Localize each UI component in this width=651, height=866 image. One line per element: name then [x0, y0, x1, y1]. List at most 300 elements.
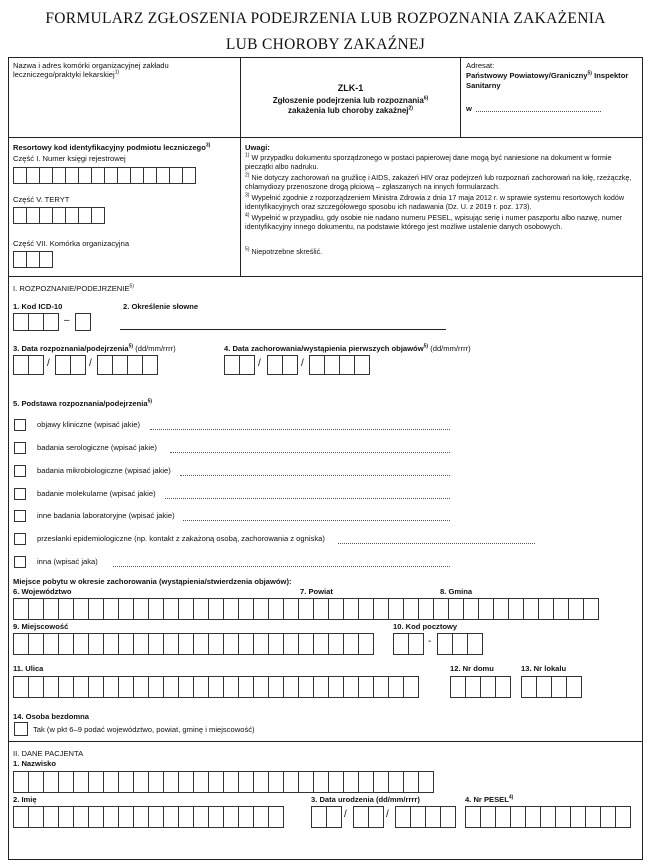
diagnosis-date-year[interactable] [97, 355, 157, 375]
char-box[interactable] [408, 633, 424, 655]
char-box[interactable] [583, 598, 599, 620]
char-box[interactable] [223, 676, 239, 698]
icd10-dash: – [64, 315, 70, 326]
char-box[interactable] [313, 676, 329, 698]
onset-date-day[interactable] [224, 355, 254, 375]
char-box[interactable] [163, 806, 179, 828]
char-box[interactable] [148, 598, 164, 620]
char-box[interactable] [358, 771, 374, 793]
registry-number-boxes[interactable] [13, 167, 195, 184]
char-box[interactable] [268, 598, 284, 620]
char-box[interactable] [283, 633, 299, 655]
char-box[interactable] [163, 633, 179, 655]
codes-part7-label: Część VII. Komórka organizacyjna [13, 239, 130, 248]
notes-heading: Uwagi: [245, 143, 270, 152]
char-box[interactable] [282, 355, 298, 375]
char-box[interactable] [311, 806, 327, 828]
char-box[interactable] [193, 598, 209, 620]
char-box[interactable] [118, 598, 134, 620]
char-box[interactable] [615, 806, 631, 828]
char-box[interactable] [88, 633, 104, 655]
divider [460, 57, 461, 137]
basis-option-label: inna (wpisać jaka) [37, 557, 98, 566]
char-box[interactable] [253, 598, 269, 620]
char-box[interactable] [268, 633, 284, 655]
char-box[interactable] [324, 355, 340, 375]
char-box[interactable] [65, 207, 79, 224]
char-box[interactable] [373, 598, 389, 620]
locality-label: 9. Miejscowość [13, 622, 69, 631]
voivodeship-boxes[interactable] [13, 598, 598, 620]
char-box[interactable] [283, 771, 299, 793]
char-box[interactable] [58, 633, 74, 655]
char-box[interactable] [450, 676, 466, 698]
char-box[interactable] [73, 806, 89, 828]
form-name-2: zakażenia lub choroby zakaźnej$^{2)}$ [288, 105, 413, 115]
char-box[interactable] [130, 167, 144, 184]
char-box[interactable] [39, 207, 53, 224]
char-box[interactable] [566, 676, 582, 698]
char-box[interactable] [88, 806, 104, 828]
divider [240, 137, 241, 276]
char-box[interactable] [253, 771, 269, 793]
house-number-label: 12. Nr domu [450, 664, 494, 673]
char-box[interactable] [118, 676, 134, 698]
char-box[interactable] [163, 771, 179, 793]
char-box[interactable] [358, 676, 374, 698]
char-box[interactable] [28, 598, 44, 620]
char-box[interactable] [388, 598, 404, 620]
char-box[interactable] [510, 806, 526, 828]
char-box[interactable] [193, 633, 209, 655]
char-box[interactable] [28, 633, 44, 655]
char-box[interactable] [118, 633, 134, 655]
commune-label: 8. Gmina [440, 587, 473, 596]
char-box[interactable] [103, 806, 119, 828]
icd10-letter-boxes[interactable] [13, 313, 58, 331]
char-box[interactable] [239, 355, 255, 375]
char-box[interactable] [208, 633, 224, 655]
char-box[interactable] [267, 355, 283, 375]
char-box[interactable] [525, 806, 541, 828]
char-box[interactable] [43, 771, 59, 793]
char-box[interactable] [58, 676, 74, 698]
char-box[interactable] [339, 355, 355, 375]
char-box[interactable] [238, 676, 254, 698]
basis-option-label: objawy kliniczne (wpisać jakie) [37, 420, 140, 429]
char-box[interactable] [178, 806, 194, 828]
diagnosis-date-month[interactable] [55, 355, 85, 375]
char-box[interactable] [551, 676, 567, 698]
char-box[interactable] [478, 598, 494, 620]
char-box[interactable] [28, 676, 44, 698]
basis-clinical-checkbox[interactable] [14, 419, 26, 431]
char-box[interactable] [13, 633, 29, 655]
char-box[interactable] [480, 676, 496, 698]
char-box[interactable] [568, 598, 584, 620]
postal-separator: - [428, 636, 432, 647]
date-separator: / [258, 358, 261, 369]
char-box[interactable] [448, 598, 464, 620]
char-box[interactable] [26, 207, 40, 224]
char-box[interactable] [118, 806, 134, 828]
date-separator: / [344, 809, 347, 820]
onset-date-label: 4. Data zachorowania/wystąpienia pierwszych objawów$^{5)}$ (dd/mm/rrrr) [224, 343, 471, 353]
basis-epidemiology-checkbox[interactable] [14, 533, 26, 545]
char-box[interactable] [600, 806, 616, 828]
note-3: $^{3)}$ Wypełnić zgodnie z rozporządzeniem Ministra Zdrowia z dnia 17 maja 2012 r. w sprawie systemu resortowych kodów identyfikacyjnych oraz szczegółowego sposobu ich nadawania (Dz. U. z 2019 r. poz. 173). [245, 192, 625, 211]
char-box[interactable] [353, 806, 369, 828]
char-box[interactable] [163, 676, 179, 698]
char-box[interactable] [358, 598, 374, 620]
char-box[interactable] [127, 355, 143, 375]
char-box[interactable] [493, 598, 509, 620]
char-box[interactable] [43, 633, 59, 655]
char-box[interactable] [418, 771, 434, 793]
char-box[interactable] [326, 806, 342, 828]
char-box[interactable] [39, 251, 53, 268]
char-box[interactable] [437, 633, 453, 655]
char-box[interactable] [313, 633, 329, 655]
char-box[interactable] [208, 676, 224, 698]
char-box[interactable] [13, 598, 29, 620]
char-box[interactable] [97, 355, 113, 375]
char-box[interactable] [52, 167, 66, 184]
homeless-checkbox[interactable] [14, 722, 28, 736]
char-box[interactable] [403, 676, 419, 698]
char-box[interactable] [298, 598, 314, 620]
basis-microbiology-checkbox[interactable] [14, 465, 26, 477]
char-box[interactable] [103, 676, 119, 698]
char-box[interactable] [13, 355, 29, 375]
char-box[interactable] [343, 598, 359, 620]
char-box[interactable] [283, 598, 299, 620]
char-box[interactable] [555, 806, 571, 828]
locality-boxes[interactable] [13, 633, 373, 655]
char-box[interactable] [178, 598, 194, 620]
char-box[interactable] [508, 598, 524, 620]
onset-date-year[interactable] [309, 355, 369, 375]
char-box[interactable] [223, 598, 239, 620]
char-box[interactable] [388, 676, 404, 698]
char-box[interactable] [73, 633, 89, 655]
char-box[interactable] [253, 806, 269, 828]
basis-molecular-checkbox[interactable] [14, 488, 26, 500]
char-box[interactable] [585, 806, 601, 828]
char-box[interactable] [133, 806, 149, 828]
char-box[interactable] [298, 771, 314, 793]
basis-clinical-field[interactable] [150, 429, 450, 430]
org-label-2: leczniczego/praktyki lekarskiej$^{1)}$ [13, 69, 120, 79]
char-box[interactable] [570, 806, 586, 828]
char-box[interactable] [78, 167, 92, 184]
char-box[interactable] [43, 313, 59, 331]
char-box[interactable] [88, 676, 104, 698]
char-box[interactable] [283, 676, 299, 698]
char-box[interactable] [410, 806, 426, 828]
char-box[interactable] [193, 676, 209, 698]
char-box[interactable] [112, 355, 128, 375]
birth-date-day[interactable] [311, 806, 341, 828]
char-box[interactable] [142, 355, 158, 375]
char-box[interactable] [39, 167, 53, 184]
char-box[interactable] [403, 771, 419, 793]
char-box[interactable] [78, 207, 92, 224]
char-box[interactable] [223, 771, 239, 793]
w-label: w [466, 104, 472, 113]
char-box[interactable] [88, 598, 104, 620]
char-box[interactable] [103, 771, 119, 793]
date-separator: / [89, 358, 92, 369]
teryt-boxes[interactable] [13, 207, 104, 224]
basis-option-label: badanie molekularne (wpisać jakie) [37, 489, 156, 498]
char-box[interactable] [148, 633, 164, 655]
char-box[interactable] [521, 676, 537, 698]
char-box[interactable] [55, 355, 71, 375]
char-box[interactable] [223, 806, 239, 828]
char-box[interactable] [133, 771, 149, 793]
form-code: ZLK-1 [337, 83, 364, 93]
basis-molecular-field[interactable] [165, 498, 450, 499]
basis-other-checkbox[interactable] [14, 556, 26, 568]
char-box[interactable] [65, 167, 79, 184]
char-box[interactable] [433, 598, 449, 620]
pesel-label: 4. Nr PESEL$^{4)}$ [465, 794, 514, 804]
char-box[interactable] [43, 598, 59, 620]
char-box[interactable] [13, 676, 29, 698]
char-box[interactable] [13, 207, 27, 224]
char-box[interactable] [193, 771, 209, 793]
char-box[interactable] [73, 598, 89, 620]
apartment-number-label: 13. Nr lokalu [521, 664, 567, 673]
icd10-digit-box[interactable] [75, 313, 90, 331]
pesel-boxes[interactable] [465, 806, 630, 828]
section2-heading: II. DANE PACJENTA [13, 749, 84, 758]
street-label: 11. Ulica [13, 664, 44, 673]
char-box[interactable] [465, 676, 481, 698]
basis-option-label: przesłanki epidemiologiczne (np. kontakt z zakażoną osobą, zachorowania z ogniska) [37, 534, 325, 543]
char-box[interactable] [104, 167, 118, 184]
char-box[interactable] [178, 771, 194, 793]
char-box[interactable] [208, 598, 224, 620]
char-box[interactable] [182, 167, 196, 184]
char-box[interactable] [480, 806, 496, 828]
char-box[interactable] [328, 771, 344, 793]
char-box[interactable] [13, 313, 29, 331]
first-name-boxes[interactable] [13, 806, 283, 828]
char-box[interactable] [463, 598, 479, 620]
char-box[interactable] [373, 676, 389, 698]
org-label-1: Nazwa i adres komórki organizacyjnej zakładu [13, 61, 169, 70]
char-box[interactable] [238, 771, 254, 793]
inspector-location-field[interactable] [476, 111, 601, 112]
apartment-number-boxes[interactable] [521, 676, 581, 698]
basis-label: 5. Podstawa rozpoznania/podejrzenia$^{5)}$ [13, 398, 153, 408]
char-box[interactable] [465, 806, 481, 828]
char-box[interactable] [452, 633, 468, 655]
basis-option-label: inne badania laboratoryjne (wpisać jakie) [37, 511, 175, 520]
char-box[interactable] [298, 633, 314, 655]
char-box[interactable] [103, 633, 119, 655]
surname-boxes[interactable] [13, 771, 433, 793]
postal-code-suffix[interactable] [437, 633, 482, 655]
house-number-boxes[interactable] [450, 676, 510, 698]
char-box[interactable] [343, 633, 359, 655]
char-box[interactable] [328, 633, 344, 655]
date-separator: / [301, 358, 304, 369]
char-box[interactable] [538, 598, 554, 620]
char-box[interactable] [393, 633, 409, 655]
char-box[interactable] [26, 251, 40, 268]
codes-part5-label: Część V. TERYT [13, 195, 70, 204]
divider [8, 137, 643, 138]
onset-date-month[interactable] [267, 355, 297, 375]
char-box[interactable] [298, 676, 314, 698]
char-box[interactable] [73, 771, 89, 793]
char-box[interactable] [395, 806, 411, 828]
char-box[interactable] [224, 355, 240, 375]
char-box[interactable] [313, 598, 329, 620]
char-box[interactable] [178, 676, 194, 698]
postal-code-prefix[interactable] [393, 633, 423, 655]
char-box[interactable] [467, 633, 483, 655]
note-2: $^{2)}$ Nie dotyczy zachorowań na gruźlicę i AIDS, zakażeń HIV oraz podejrzeń lub rozpoznań zachorowań na kiłę, rzeżączkę, chlamydiozy przenoszone drogą płciową – zgłaszanych na innych formularzach. [245, 172, 632, 191]
char-box[interactable] [238, 598, 254, 620]
char-box[interactable] [52, 207, 66, 224]
char-box[interactable] [253, 633, 269, 655]
form-name-1: Zgłoszenie podejrzenia lub rozpoznania$^{6)}$ [272, 95, 429, 105]
char-box[interactable] [13, 251, 27, 268]
char-box[interactable] [343, 676, 359, 698]
char-box[interactable] [148, 676, 164, 698]
char-box[interactable] [88, 771, 104, 793]
char-box[interactable] [148, 771, 164, 793]
char-box[interactable] [268, 806, 284, 828]
char-box[interactable] [328, 676, 344, 698]
char-box[interactable] [28, 771, 44, 793]
char-box[interactable] [495, 676, 511, 698]
divider [8, 741, 643, 742]
char-box[interactable] [118, 771, 134, 793]
divider [8, 276, 643, 277]
char-box[interactable] [373, 771, 389, 793]
char-box[interactable] [148, 806, 164, 828]
char-box[interactable] [178, 633, 194, 655]
char-box[interactable] [368, 806, 384, 828]
char-box[interactable] [163, 598, 179, 620]
char-box[interactable] [193, 806, 209, 828]
note-4: $^{4)}$ Wypełnić w przypadku, gdy osobie nie nadano numeru PESEL, wpisując serię i numer paszportu albo nazwę, numer identyfikacyjny innego dokumentu, na podstawie którego jest możliwe ustalenie danych osobowych. [245, 212, 623, 231]
birth-date-year[interactable] [395, 806, 455, 828]
char-box[interactable] [268, 676, 284, 698]
basis-microbiology-field[interactable] [180, 475, 450, 476]
char-box[interactable] [403, 598, 419, 620]
char-box[interactable] [143, 167, 157, 184]
char-box[interactable] [223, 633, 239, 655]
street-boxes[interactable] [13, 676, 418, 698]
char-box[interactable] [13, 167, 27, 184]
char-box[interactable] [208, 771, 224, 793]
birth-date-label: 3. Data urodzenia (dd/mm/rrrr) [311, 795, 420, 804]
char-box[interactable] [358, 633, 374, 655]
basis-other-field[interactable] [113, 566, 450, 567]
char-box[interactable] [133, 633, 149, 655]
char-box[interactable] [58, 806, 74, 828]
char-box[interactable] [58, 598, 74, 620]
first-name-label: 2. Imię [13, 795, 37, 804]
char-box[interactable] [238, 633, 254, 655]
basis-serology-checkbox[interactable] [14, 442, 26, 454]
codes-part1-label: Część I. Numer księgi rejestrowej [13, 154, 126, 163]
char-box[interactable] [309, 355, 325, 375]
diagnosis-date-day[interactable] [13, 355, 43, 375]
char-box[interactable] [536, 676, 552, 698]
birth-date-month[interactable] [353, 806, 383, 828]
org-unit-boxes[interactable] [13, 251, 52, 268]
char-box[interactable] [43, 676, 59, 698]
basis-lab-checkbox[interactable] [14, 510, 26, 522]
char-box[interactable] [328, 598, 344, 620]
char-box[interactable] [169, 167, 183, 184]
char-box[interactable] [268, 771, 284, 793]
char-box[interactable] [103, 598, 119, 620]
basis-serology-field[interactable] [170, 452, 450, 453]
char-box[interactable] [313, 771, 329, 793]
char-box[interactable] [58, 771, 74, 793]
char-box[interactable] [133, 676, 149, 698]
char-box[interactable] [495, 806, 511, 828]
basis-epidemiology-field[interactable] [338, 543, 535, 544]
note-5: $^{5)}$ Niepotrzebne skreślić. [245, 246, 323, 256]
char-box[interactable] [156, 167, 170, 184]
char-box[interactable] [75, 313, 91, 331]
diagnosis-date-label: 3. Data rozpoznania/podejrzenia$^{5)}$ (dd/mm/rrrr) [13, 343, 176, 353]
char-box[interactable] [208, 806, 224, 828]
char-box[interactable] [418, 598, 434, 620]
char-box[interactable] [343, 771, 359, 793]
char-box[interactable] [73, 676, 89, 698]
char-box[interactable] [28, 355, 44, 375]
basis-lab-field[interactable] [183, 520, 450, 521]
char-box[interactable] [13, 771, 29, 793]
char-box[interactable] [133, 598, 149, 620]
char-box[interactable] [91, 207, 105, 224]
char-box[interactable] [28, 313, 44, 331]
county-label: 7. Powiat [300, 587, 333, 596]
basis-option-label: badania serologiczne (wpisać jakie) [37, 443, 157, 452]
char-box[interactable] [354, 355, 370, 375]
char-box[interactable] [26, 167, 40, 184]
char-box[interactable] [388, 771, 404, 793]
char-box[interactable] [117, 167, 131, 184]
form-title-line2: LUB CHOROBY ZAKAŹNEJ [225, 36, 426, 53]
char-box[interactable] [13, 806, 29, 828]
verbal-field[interactable] [120, 329, 446, 330]
char-box[interactable] [425, 806, 441, 828]
char-box[interactable] [43, 806, 59, 828]
basis-option-label: badania mikrobiologiczne (wpisać jakie) [37, 466, 171, 475]
postal-code-label: 10. Kod pocztowy [393, 622, 458, 631]
char-box[interactable] [28, 806, 44, 828]
char-box[interactable] [540, 806, 556, 828]
char-box[interactable] [238, 806, 254, 828]
char-box[interactable] [523, 598, 539, 620]
char-box[interactable] [253, 676, 269, 698]
char-box[interactable] [553, 598, 569, 620]
char-box[interactable] [70, 355, 86, 375]
char-box[interactable] [440, 806, 456, 828]
char-box[interactable] [91, 167, 105, 184]
